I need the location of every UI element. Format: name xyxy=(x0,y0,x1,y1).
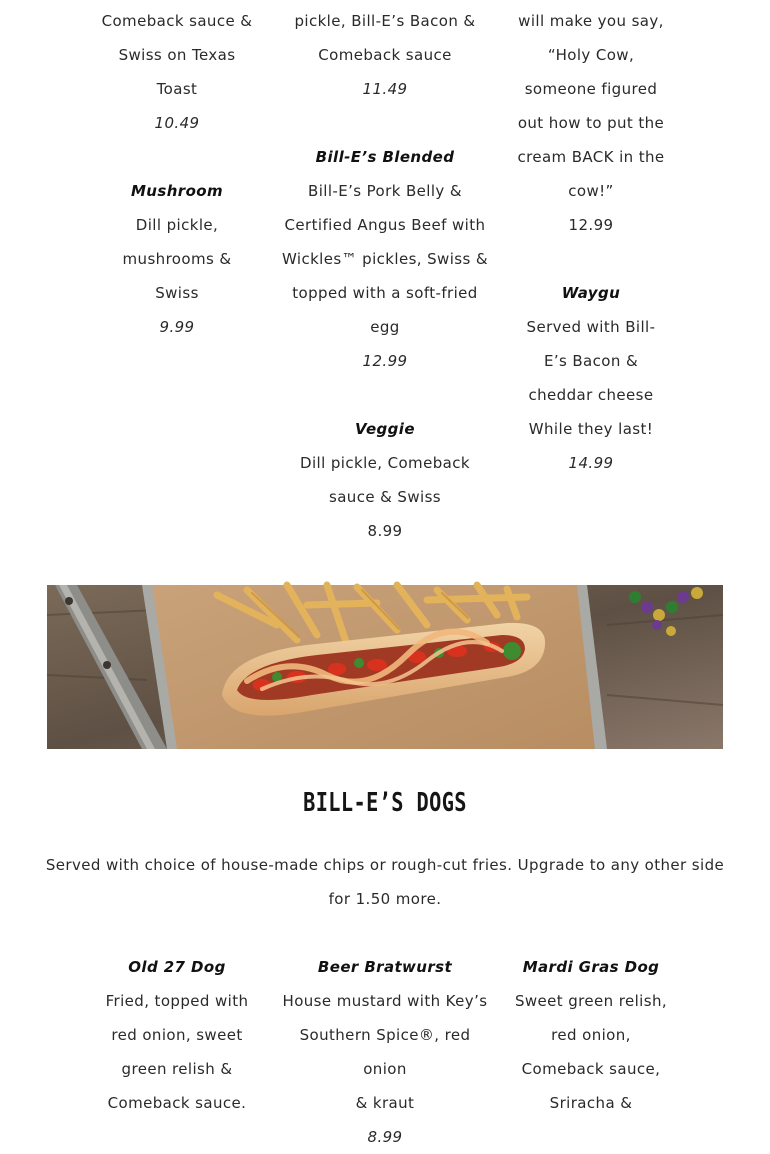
menu-item-desc xyxy=(72,208,282,310)
menu-item-desc xyxy=(280,446,490,514)
menu-item-name: Veggie xyxy=(355,420,415,438)
desc-line: Comeback sauce. xyxy=(107,1094,247,1112)
menu-item-desc xyxy=(72,4,282,106)
desc-line: red onion, xyxy=(551,1026,631,1044)
menu-item-name: Old 27 Dog xyxy=(128,958,226,976)
desc-line: & kraut xyxy=(355,1094,415,1112)
desc-line: Dill pickle, xyxy=(135,216,219,234)
desc-line: House mustard with Key’s xyxy=(282,992,488,1010)
desc-line: While they last! xyxy=(528,420,654,438)
menu-item-price: 14.99 xyxy=(568,454,614,472)
menu-column-3 xyxy=(486,4,696,480)
menu-item-desc xyxy=(486,4,696,208)
desc-line: Southern Spice®, red onion xyxy=(299,1026,471,1078)
desc-line: topped with a soft-fried xyxy=(292,284,478,302)
menu-item-desc xyxy=(280,174,490,344)
desc-line: Toast xyxy=(156,80,198,98)
menu-item-price: 12.99 xyxy=(568,216,614,234)
desc-line: Wickles™ pickles, Swiss & xyxy=(281,250,488,268)
menu-item-price: 11.49 xyxy=(362,80,408,98)
desc-line: mushrooms & xyxy=(122,250,232,268)
burger-menu-continued xyxy=(0,4,770,564)
desc-line: red onion, sweet xyxy=(111,1026,243,1044)
menu-item-name: Beer Bratwurst xyxy=(317,958,453,976)
desc-line: will make you say, xyxy=(518,12,664,30)
desc-line: Served with Bill- xyxy=(526,318,656,336)
menu-item-desc xyxy=(280,4,490,72)
menu-column-1 xyxy=(72,4,282,344)
desc-line: E’s Bacon & xyxy=(543,352,639,370)
menu-column-2 xyxy=(280,4,490,548)
menu-item-price: 12.99 xyxy=(362,352,408,370)
desc-line: Comeback sauce xyxy=(318,46,452,64)
dog-item-old-27 xyxy=(72,950,282,1120)
desc-line: out how to put the xyxy=(517,114,665,132)
desc-line: Swiss on Texas xyxy=(118,46,236,64)
desc-line: cow!” xyxy=(568,182,614,200)
desc-line: cream BACK in the xyxy=(517,148,665,166)
desc-line: someone figured xyxy=(524,80,658,98)
menu-item-price: 8.99 xyxy=(367,1128,403,1146)
dog-item-mardi-gras xyxy=(486,950,696,1120)
desc-line: egg xyxy=(370,318,400,336)
dog-item-beer-bratwurst xyxy=(280,950,490,1154)
menu-item-price: 9.99 xyxy=(159,318,195,336)
hot-dog-banner-image xyxy=(47,585,723,749)
desc-line: pickle, Bill-E’s Bacon & xyxy=(294,12,476,30)
section-note: Served with choice of house-made chips or rough-cut fries. Upgrade to any other side for 1.50 more. xyxy=(45,856,725,908)
desc-line: green relish & xyxy=(121,1060,233,1078)
desc-line: Dill pickle, Comeback xyxy=(300,454,470,472)
desc-line: Comeback sauce & xyxy=(101,12,253,30)
desc-line: Bill-E’s Pork Belly & xyxy=(308,182,462,200)
desc-line: sauce & Swiss xyxy=(328,488,441,506)
menu-item-name: Mardi Gras Dog xyxy=(522,958,660,976)
desc-line: Fried, topped with xyxy=(105,992,249,1010)
desc-line: Swiss xyxy=(155,284,199,302)
desc-line: “Holy Cow, xyxy=(547,46,635,64)
dogs-menu xyxy=(0,950,770,1146)
desc-line: Sweet green relish, xyxy=(514,992,668,1010)
menu-item-price: 8.99 xyxy=(367,522,403,540)
desc-line: Sriracha & xyxy=(549,1094,633,1112)
menu-item-name: Waygu xyxy=(561,284,621,302)
menu-item-desc xyxy=(486,310,696,446)
desc-line: cheddar cheese xyxy=(528,386,654,404)
section-title-dogs: BILL-E’S DOGS xyxy=(303,788,467,818)
menu-item-name: Bill-E’s Blended xyxy=(315,148,455,166)
desc-line: Certified Angus Beef with xyxy=(284,216,486,234)
menu-item-price: 10.49 xyxy=(154,114,200,132)
desc-line: Comeback sauce, xyxy=(521,1060,661,1078)
menu-item-name: Mushroom xyxy=(130,182,224,200)
